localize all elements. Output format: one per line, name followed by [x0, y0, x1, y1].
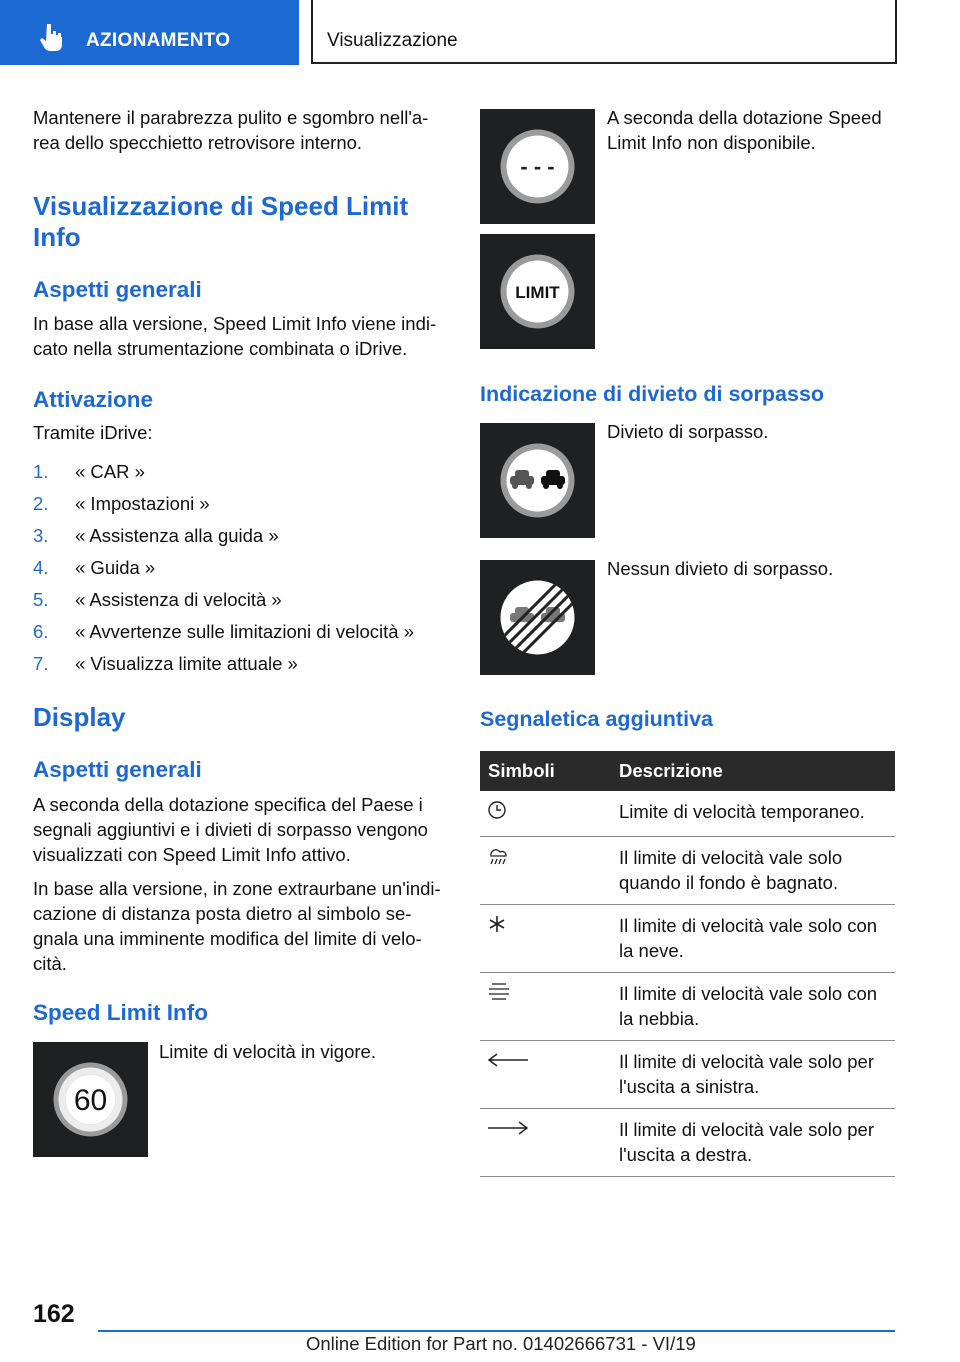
general-heading: Aspetti generali — [33, 277, 202, 302]
additional-signs-table — [480, 751, 895, 1177]
list-item: 3. « Assistenza alla guida » — [33, 525, 279, 546]
table-row — [480, 1109, 895, 1177]
table-row — [480, 973, 895, 1041]
row-description: Il limite di velocità vale solo per l'uscita a destra. — [619, 1109, 895, 1177]
footer-divider — [98, 1330, 895, 1332]
edition-text: Online Edition for Part no. 01402666731 - VI/19 — [306, 1333, 696, 1354]
unavailable-caption: A seconda della dotazione Speed Limit Info non disponibile. — [607, 107, 882, 153]
speed-limit-info-heading: Speed Limit Info — [33, 1000, 209, 1025]
display-para1: A seconda della dotazione specifica del Paese i segnali aggiuntivi e i divieti di sorpasso vengono visualizzati con Speed Limit Info attivo. — [33, 794, 428, 865]
hand-pointer-icon — [38, 22, 66, 57]
end-no-overtaking-sign — [480, 560, 595, 675]
table-header-row — [480, 751, 895, 791]
page-number: 162 — [33, 1300, 75, 1328]
chapter-title: Visualizzazione — [327, 30, 458, 51]
list-item: 6. « Avvertenze sulle limitazioni di velocità » — [33, 621, 414, 642]
chapter-tab[interactable] — [311, 0, 897, 64]
clock-icon — [486, 804, 508, 825]
arrow-left-icon — [486, 1054, 530, 1075]
table-row — [480, 837, 895, 905]
col-symbols-header: Simboli — [480, 751, 619, 791]
additional-signs-heading: Segnaletica aggiuntiva — [480, 707, 713, 731]
speed-limit-caption: Limite di velocità in vigore. — [159, 1041, 376, 1062]
svg-text:LIMIT: LIMIT — [515, 283, 560, 302]
activation-intro: Tramite iDrive: — [33, 422, 153, 443]
main-heading: Visualizzazione di Speed Limit Info — [33, 191, 409, 252]
general-text: In base alla versione, Speed Limit Info viene indi-cato nella strumentazione combinata o iDrive. — [33, 313, 437, 359]
row-description: Il limite di velocità vale solo con la nebbia. — [619, 973, 895, 1041]
list-item: 5. « Assistenza di velocità » — [33, 589, 282, 610]
table-row — [480, 905, 895, 973]
list-item: 2. « Impostazioni » — [33, 493, 210, 514]
snowflake-icon — [486, 918, 508, 939]
fog-icon — [486, 986, 512, 1007]
activation-steps — [33, 459, 448, 683]
section-tab[interactable] — [0, 0, 299, 65]
arrow-right-icon — [486, 1122, 530, 1143]
col-description-header: Descrizione — [619, 751, 895, 791]
list-item: 4. « Guida » — [33, 557, 156, 578]
no-overtaking-caption: Divieto di sorpasso. — [607, 421, 769, 442]
overtaking-heading: Indicazione di divieto di sorpasso — [480, 382, 825, 406]
list-item: 7. « Visualizza limite attuale » — [33, 653, 298, 674]
activation-heading: Attivazione — [33, 387, 154, 412]
svg-text:60: 60 — [73, 1084, 108, 1117]
display-subheading: Aspetti generali — [33, 757, 202, 782]
sign-limit — [480, 234, 595, 349]
intro-text: Mantenere il parabrezza pulito e sgombro nell'a-rea dello specchietto retrovisore interno. — [33, 107, 429, 153]
end-no-overtaking-caption: Nessun divieto di sorpasso. — [607, 558, 834, 579]
display-para2: In base alla versione, in zone extraurbane un'indi-cazione di distanza posta dietro al simbolo se-gnala una imminente modifica del limite di velo-cità. — [33, 878, 441, 974]
list-item: 1. « CAR » — [33, 461, 145, 482]
table-row — [480, 1041, 895, 1109]
sign-unavailable-dashes — [480, 109, 595, 224]
speed-limit-sign-60 — [33, 1042, 148, 1157]
row-description: Il limite di velocità vale solo con la neve. — [619, 905, 895, 973]
row-description: Il limite di velocità vale solo quando il fondo è bagnato. — [619, 837, 895, 905]
display-heading: Display — [33, 702, 126, 732]
svg-text:- - -: - - - — [520, 154, 555, 179]
row-description: Il limite di velocità vale solo per l'uscita a sinistra. — [619, 1041, 895, 1109]
section-label: AZIONAMENTO — [86, 30, 231, 51]
rain-icon — [486, 852, 510, 873]
row-description: Limite di velocità temporaneo. — [619, 791, 895, 837]
table-row — [480, 791, 895, 837]
no-overtaking-sign — [480, 423, 595, 538]
